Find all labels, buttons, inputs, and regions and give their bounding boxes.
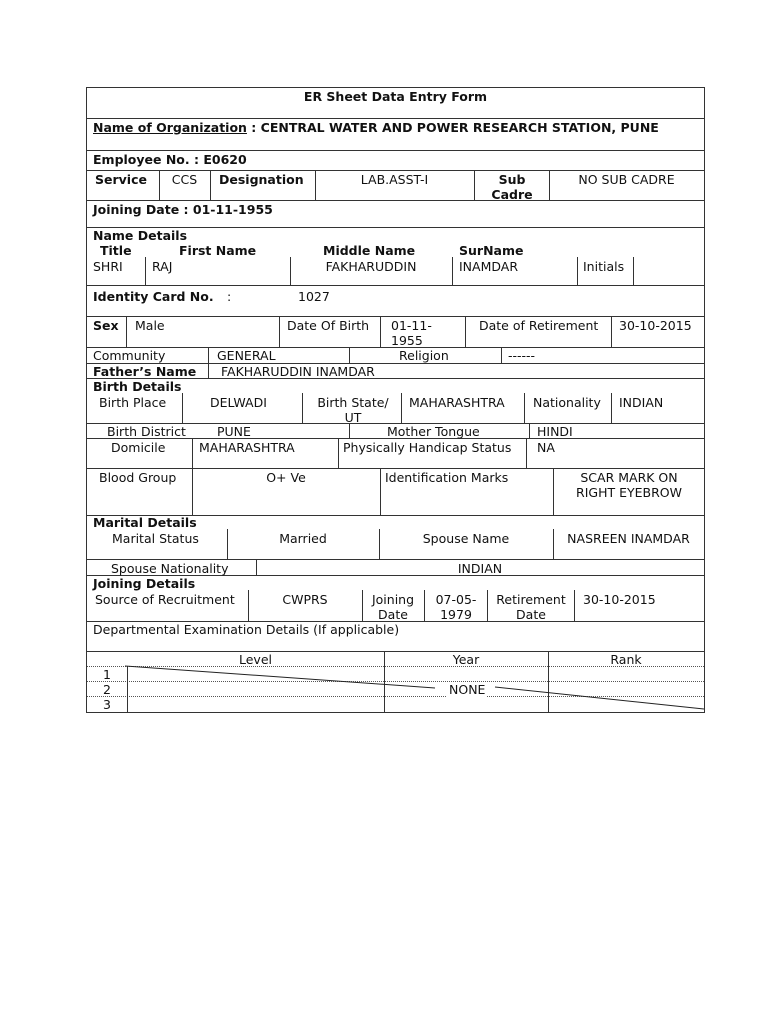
retirement-date-label: Retirement Date (496, 592, 566, 622)
service-label: Service (95, 172, 147, 187)
sex-value: Male (135, 318, 165, 333)
identity-card-value: 1027 (298, 289, 330, 304)
organization-label: Name of Organization (93, 120, 247, 135)
recruitment-source-label: Source of Recruitment (95, 592, 235, 607)
marital-status-label: Marital Status (112, 531, 199, 546)
exam-col-rank: Rank (610, 652, 642, 667)
birth-district-label: Birth District (107, 424, 186, 439)
sub-cadre-value: NO SUB CADRE (578, 172, 675, 187)
exam-row-number: 1 (103, 667, 111, 682)
retirement-date-value: 30-10-2015 (583, 592, 656, 607)
none-strike-line (87, 88, 704, 714)
surname-value: INAMDAR (459, 259, 519, 274)
identification-marks-value: SCAR MARK ON RIGHT EYEBROW (576, 470, 682, 500)
birth-state-value: MAHARASHTRA (409, 395, 505, 410)
exam-heading: Departmental Examination Details (If applicable) (93, 622, 400, 637)
dob-value: 01-11-1955 (391, 318, 432, 348)
surname-header: SurName (459, 243, 524, 258)
blood-group-value: O+ Ve (266, 470, 306, 485)
mother-tongue-value: HINDI (537, 424, 573, 439)
retirement-value: 30-10-2015 (619, 318, 692, 333)
domicile-label: Domicile (111, 440, 166, 455)
domicile-value: MAHARASHTRA (199, 440, 295, 455)
joining-date-value-2: 07-05-1979 (435, 592, 477, 622)
exam-col-level: Level (239, 652, 272, 667)
blood-group-label: Blood Group (99, 470, 177, 485)
service-value: CCS (171, 172, 198, 187)
religion-label: Religion (399, 348, 449, 363)
joining-date-label: Joining Date : (93, 202, 189, 217)
dob-label: Date Of Birth (287, 318, 370, 333)
handicap-value: NA (537, 440, 555, 455)
mother-tongue-label: Mother Tongue (387, 424, 480, 439)
father-value: FAKHARUDDIN INAMDAR (221, 364, 375, 379)
form-title: ER Sheet Data Entry Form (303, 89, 488, 104)
title-value: SHRI (93, 259, 123, 274)
recruitment-source-value: CWPRS (282, 592, 328, 607)
sex-label: Sex (93, 318, 119, 333)
designation-label: Designation (219, 172, 304, 187)
exam-row-number: 2 (103, 682, 111, 697)
birth-place-label: Birth Place (99, 395, 167, 410)
joining-date-value: 01-11-1955 (192, 202, 273, 217)
community-value: GENERAL (217, 348, 276, 363)
first-name-value: RAJ (152, 259, 173, 274)
birth-place-value: DELWADI (210, 395, 267, 410)
nationality-label: Nationality (533, 395, 601, 410)
designation-value: LAB.ASST-I (360, 172, 429, 187)
identity-card-sep: : (227, 289, 232, 304)
birth-details-heading: Birth Details (93, 379, 182, 394)
exam-row-number: 3 (103, 697, 111, 712)
identification-marks-label: Identification Marks (385, 470, 509, 485)
sub-cadre-label: Sub Cadre (491, 172, 533, 202)
title-header: Title (100, 243, 132, 258)
birth-district-value: PUNE (217, 424, 251, 439)
spouse-name-label: Spouse Name (422, 531, 510, 546)
identity-card-label: Identity Card No. (93, 289, 214, 304)
retirement-label: Date of Retirement (479, 318, 599, 333)
spouse-nationality-value: INDIAN (457, 561, 503, 576)
employee-no-value: E0620 (203, 152, 247, 167)
spouse-name-value: NASREEN INAMDAR (567, 531, 690, 546)
handicap-label: Physically Handicap Status (343, 440, 512, 455)
exam-none-text: NONE (449, 682, 486, 697)
organization-value: CENTRAL WATER AND POWER RESEARCH STATION, PUNE (260, 120, 659, 135)
exam-col-year: Year (452, 652, 480, 667)
first-name-header: First Name (179, 243, 257, 258)
birth-state-label: Birth State/ UT (317, 395, 389, 425)
employee-no-label: Employee No. : (93, 152, 199, 167)
middle-name-header: Middle Name (323, 243, 416, 258)
father-label: Father’s Name (93, 364, 197, 379)
marital-status-value: Married (279, 531, 327, 546)
joining-date-label-2: Joining Date (371, 592, 415, 622)
joining-details-heading: Joining Details (93, 576, 196, 591)
religion-value: ------ (508, 348, 536, 363)
community-label: Community (93, 348, 166, 363)
name-details-heading: Name Details (93, 228, 188, 243)
middle-name-value: FAKHARUDDIN (325, 259, 417, 274)
er-sheet-form (86, 87, 705, 713)
organization-row: Name of Organization : CENTRAL WATER AND POWER RESEARCH STATION, PUNE (93, 120, 659, 135)
spouse-nationality-label: Spouse Nationality (111, 561, 229, 576)
initials-label: Initials (583, 259, 625, 274)
marital-details-heading: Marital Details (93, 515, 197, 530)
nationality-value: INDIAN (619, 395, 664, 410)
